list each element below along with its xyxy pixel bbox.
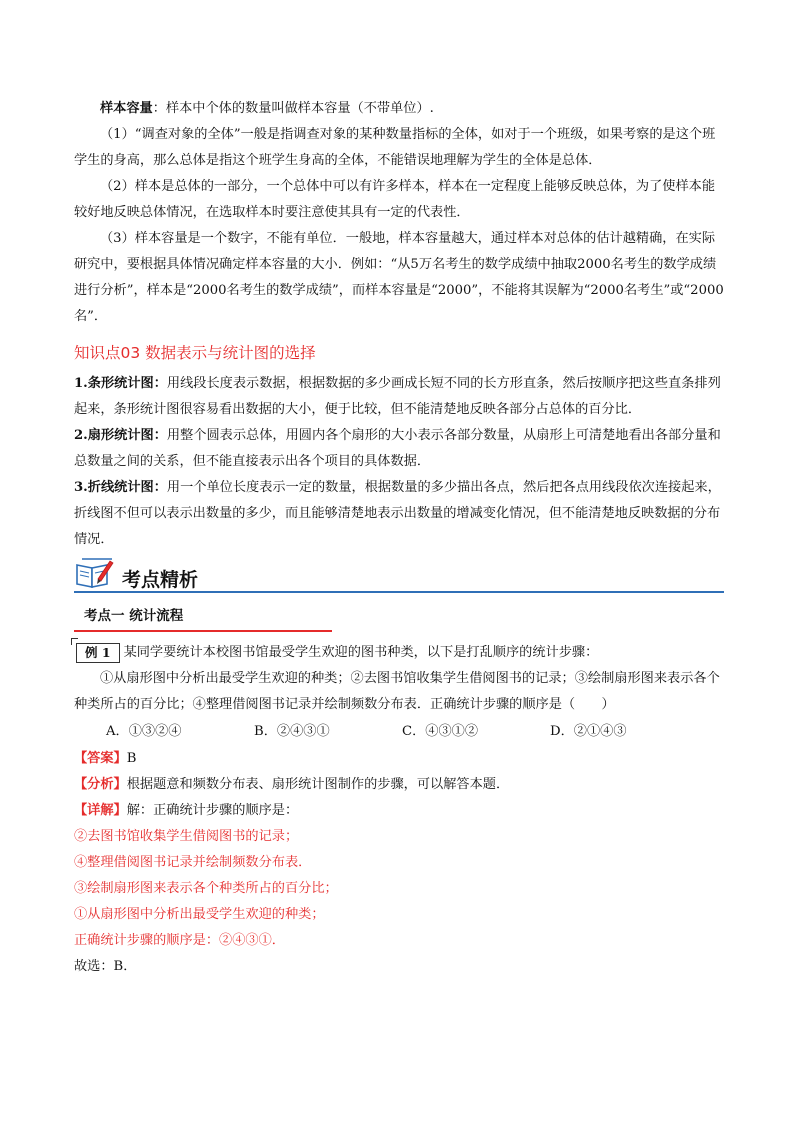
knowledge-point-03-title: 知识点03 数据表示与统计图的选择 <box>74 344 316 362</box>
note-1: （1）“调查对象的全体”一般是指调查对象的某种数量指标的全体，如对于一个班级，如果考察的是这个班学生的身高，那么总体是指这个班学生身高的全体，不能错误地理解为学生的全体是总体． <box>74 127 716 168</box>
example-options <box>74 718 724 746</box>
note-2: （2）样本是总体的一部分，一个总体中可以有许多样本，样本在一定程度上能够反映总体，为了使样本能较好地反映总体情况，在选取样本时要注意使其具有一定的代表性． <box>74 179 716 220</box>
page-content <box>74 96 724 980</box>
detail-line <box>74 798 724 824</box>
kp03-item-2-label: 2.扇形统计图： <box>74 428 167 443</box>
kp03-item-3-label: 3.折线统计图： <box>74 480 167 495</box>
sample-size-text: ：样本中个体的数量叫做样本容量（不带单位）. <box>152 101 434 116</box>
kp03-item-2 <box>74 423 724 475</box>
kaodian-1-underline <box>74 630 332 632</box>
example-stem: 某同学要统计本校图书馆最受学生欢迎的图书种类，以下是打乱顺序的统计步骤： <box>123 645 599 660</box>
section-header <box>74 557 724 597</box>
option-a: A．①③②④ <box>106 724 182 739</box>
detail-step-2: ④整理借阅图书记录并绘制频数分布表． <box>74 855 312 870</box>
kp03-item-3-text: 用一个单位长度表示一定的数量，根据数量的多少描出各点，然后把各点用线段依次连接起来，折线图不但可以表示出数量的多少，而且能够清楚地表示出数量的增减变化情况，但不能清楚地反映数据的分布情况． <box>74 480 721 547</box>
kp03-item-3 <box>74 475 724 553</box>
answer-line <box>74 746 724 772</box>
kp03-item-1-text: 用线段长度表示数据，根据数据的多少画成长短不同的长方形直条，然后按顺序把这些直条排列起来，条形统计图很容易看出数据的大小，便于比较，但不能清楚地反映各部分占总体的百分比． <box>74 376 721 417</box>
example-stem-row <box>74 640 724 666</box>
book-pencil-icon <box>74 557 114 591</box>
sample-size-label: 样本容量 <box>100 101 153 116</box>
option-d: D．②①④③ <box>550 724 627 739</box>
answer-label: 【答案】 <box>74 751 127 766</box>
analysis-label: 【分析】 <box>74 777 127 792</box>
detail-step-1: ②去图书馆收集学生借阅图书的记录； <box>74 829 299 844</box>
detail-step-3: ③绘制扇形图来表示各个种类所占的百分比； <box>74 881 338 896</box>
analysis-text: 根据题意和频数分布表、扇形统计图制作的步骤，可以解答本题． <box>126 777 510 792</box>
detail-order: 正确统计步骤的顺序是：②④③①． <box>74 933 285 948</box>
detail-intro: 解：正确统计步骤的顺序是： <box>126 803 299 818</box>
section-title: 考点精析 <box>122 569 199 591</box>
detail-step-4: ①从扇形图中分析出最受学生欢迎的种类； <box>74 907 325 922</box>
analysis-line <box>74 772 724 798</box>
conclusion: 故选：B． <box>74 959 137 974</box>
kp03-item-2-text: 用整个圆表示总体，用圆内各个扇形的大小表示各部分数量，从扇形上可清楚地看出各部分量和总数量之间的关系，但不能直接表示出各个项目的具体数据． <box>74 428 721 469</box>
kp03-item-1 <box>74 371 724 423</box>
option-c: C．④③①② <box>402 724 479 739</box>
note-3: （3）样本容量是一个数字，不能有单位．一般地，样本容量越大，通过样本对总体的估计越精确，在实际研究中，要根据具体情况确定样本容量的大小．例如：“从5万名考生的数学成绩中抽取2000名考生的数学成绩进行分析”，样本是“2000名考生的数学成绩”，而样本容量是“2000”，不能将其误解为“2000名考生”或“2000名”． <box>74 231 724 324</box>
detail-label: 【详解】 <box>74 803 127 818</box>
example-steps: ①从扇形图中分析出最受学生欢迎的种类；②去图书馆收集学生借阅图书的记录；③绘制扇形图来表示各个种类所占的百分比；④整理借阅图书记录并绘制频数分布表．正确统计步骤的顺序是（ ） <box>74 671 720 712</box>
section-divider <box>74 591 724 593</box>
option-b: B．②④③① <box>254 724 330 739</box>
kaodian-1-title: 考点一 统计流程 <box>84 608 184 624</box>
sample-size-definition <box>74 96 724 122</box>
example-badge: 例 1 <box>76 643 120 663</box>
kp03-item-1-label: 1.条形统计图： <box>74 376 167 391</box>
answer-value: B <box>126 751 137 766</box>
